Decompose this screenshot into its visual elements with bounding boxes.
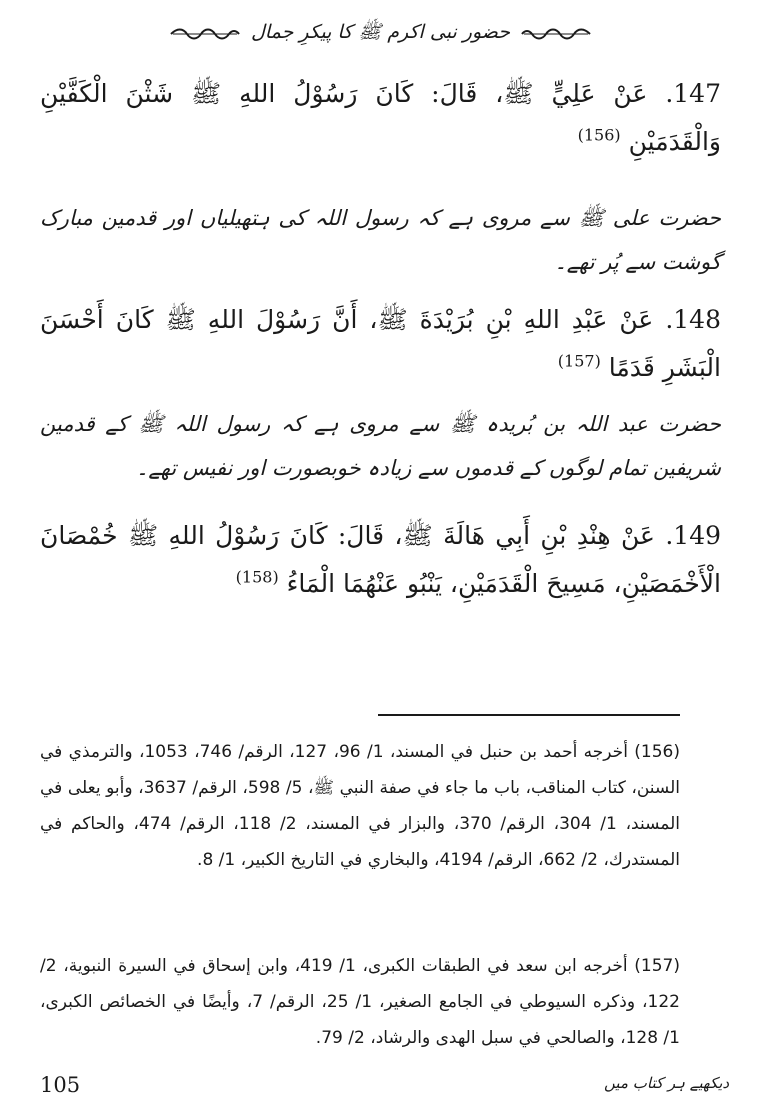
hadith-number: 148. — [665, 305, 721, 334]
hadith-number: 149. — [665, 521, 722, 550]
running-header — [0, 14, 761, 54]
hadith-text: عَنْ عَبْدِ اللهِ بْنِ بُرَيْدَةَ ﷺ، أَنَّ رَسُوْلَ اللهِ ﷺ كَانَ أَحْسَنَ الْبَشَرِ قَدَمًا — [40, 305, 721, 382]
right-ornament-icon — [520, 26, 592, 42]
hadith-text: عَنْ عَلِيٍّ ﷺ، قَالَ: كَانَ رَسُوْلُ اللهِ ﷺ شَثْنَ الْكَفَّيْنِ وَالْقَدَمَيْنِ — [40, 79, 721, 156]
hadith-148-urdu: حضرت عبد اللہ بن بُریدہ ﷺ سے مروی ہے کہ رسول اللہ ﷺ کے قدمین شریفین تمام لوگوں کے قدموں سے زیادہ خوبصورت اور نفیس تھے۔ — [40, 412, 721, 480]
footnote-157: (157) أخرجه ابن سعد في الطبقات الكبرى، 1/ 419، وابن إسحاق في السيرة النبوية، 2/ 122، وذكره السيوطي في الجامع الصغير، 1/ 25، الرقم/ 7، وأيضًا في الخصائص الكبرى، 1/ 128، والصالحي في سبل الهدى والرشاد، 2/ 79. — [40, 956, 681, 1048]
hadith-number: 147. — [665, 79, 721, 108]
hadith-149-arabic — [40, 512, 721, 608]
hadith-148-arabic — [40, 296, 721, 392]
footnote-ref: (156) — [577, 125, 621, 145]
footnote-ref: (157) — [557, 351, 601, 371]
publisher-logo: دیکھیے ہر کتاب میں — [604, 1074, 730, 1092]
footnote-156: (156) أخرجه أحمد بن حنبل في المسند، 1/ 96، 127، الرقم/ 746، 1053، والترمذي في السنن، كتاب المناقب، باب ما جاء في صفة النبي ﷺ، 5/ 598، الرقم/ 3637، وأبو يعلى في المسند، 1/ 304، الرقم/ 370، والبزار في المسند، 2/ 118، الرقم/ 474، والحاكم في المستدرك، 2/ 662، الرقم/ 4194، والبخاري في التاريخ الكبير، 1/ 8. — [40, 742, 681, 870]
header-title: حضور نبی اکرم ﷺ کا پیکرِ جمال — [251, 21, 510, 43]
hadith-147-urdu: حضرت علی ﷺ سے مروی ہے کہ رسول اللہ کی ہتھیلیاں اور قدمین مبارک گوشت سے پُر تھے۔ — [40, 206, 721, 274]
footnote-ref: (158) — [235, 567, 279, 587]
hadith-text: عَنْ هِنْدِ بْنِ أَبِي هَالَةَ ﷺ، قَالَ: كَانَ رَسُوْلُ اللهِ ﷺ خُمْصَانَ الْأَخْمَصَيْنِ، مَسِيحَ الْقَدَمَيْنِ، يَنْبُو عَنْهُمَا الْمَاءُ — [40, 521, 721, 598]
footnote-divider — [378, 714, 680, 716]
page-number: 105 — [40, 1073, 81, 1097]
hadith-147-arabic — [40, 70, 721, 166]
left-ornament-icon — [169, 26, 241, 42]
